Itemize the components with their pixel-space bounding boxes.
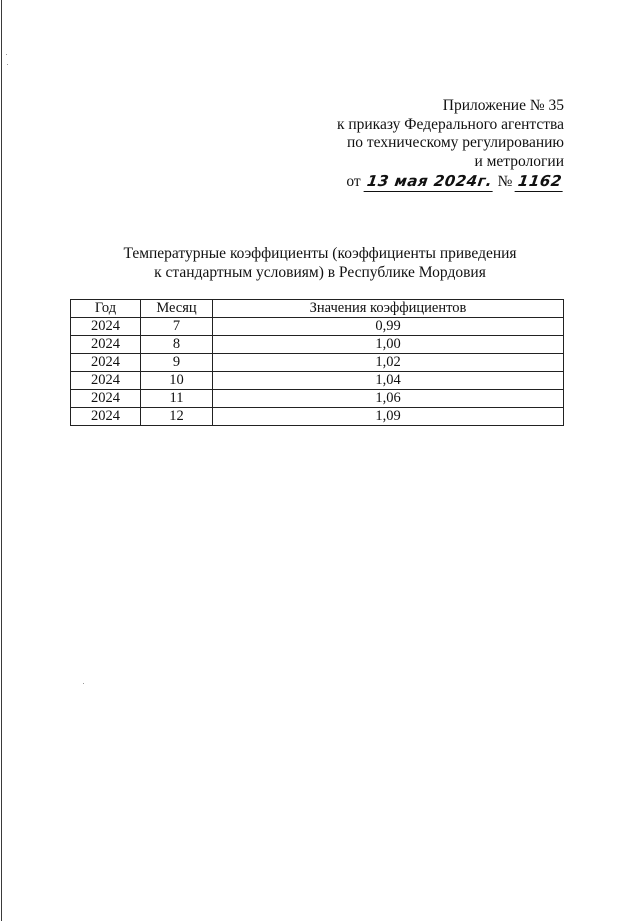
- scan-speck: [83, 683, 84, 684]
- header-coefficient-values: Значения коэффициентов: [213, 300, 564, 318]
- cell-month: 8: [141, 336, 213, 354]
- cell-month: 9: [141, 354, 213, 372]
- appendix-header: [337, 97, 564, 192]
- cell-month: 7: [141, 318, 213, 336]
- title-line-2: к стандартным условиям) в Республике Мордовия: [154, 263, 486, 281]
- table-row: [71, 372, 564, 390]
- cell-value: 0,99: [213, 318, 564, 336]
- cell-year: 2024: [71, 408, 141, 426]
- cell-year: 2024: [71, 390, 141, 408]
- scan-speck: [6, 54, 7, 55]
- header-year: Год: [71, 300, 141, 318]
- document-title: [0, 245, 640, 282]
- table-row: [71, 390, 564, 408]
- table-row: [71, 336, 564, 354]
- appendix-agency-line-2: и метрологии: [474, 152, 564, 170]
- cell-year: 2024: [71, 354, 141, 372]
- cell-value: 1,09: [213, 408, 564, 426]
- handwritten-order-number: 1162: [515, 172, 565, 192]
- cell-year: 2024: [71, 336, 141, 354]
- table-row: [71, 408, 564, 426]
- coefficients-table: [70, 299, 564, 426]
- cell-month: 12: [141, 408, 213, 426]
- scan-speck: [7, 64, 8, 65]
- order-date-number-line: [337, 172, 564, 192]
- cell-year: 2024: [71, 372, 141, 390]
- cell-value: 1,00: [213, 336, 564, 354]
- cell-value: 1,04: [213, 372, 564, 390]
- cell-value: 1,06: [213, 390, 564, 408]
- cell-month: 11: [141, 390, 213, 408]
- table-row: [71, 318, 564, 336]
- from-label: от: [346, 173, 361, 190]
- scan-edge-line: [1, 0, 2, 921]
- title-line-1: Температурные коэффициенты (коэффициенты приведения: [123, 245, 517, 262]
- appendix-number: Приложение № 35: [442, 97, 564, 114]
- appendix-agency-line: по техническому регулированию: [346, 134, 564, 151]
- appendix-order-ref: к приказу Федерального агентства: [336, 115, 564, 133]
- header-month: Месяц: [141, 300, 213, 318]
- table-header-row: [71, 300, 564, 318]
- cell-year: 2024: [71, 318, 141, 336]
- number-label: №: [497, 173, 513, 190]
- handwritten-date: 13 мая 2024г.: [363, 172, 495, 192]
- cell-value: 1,02: [213, 354, 564, 372]
- cell-month: 10: [141, 372, 213, 390]
- table-row: [71, 354, 564, 372]
